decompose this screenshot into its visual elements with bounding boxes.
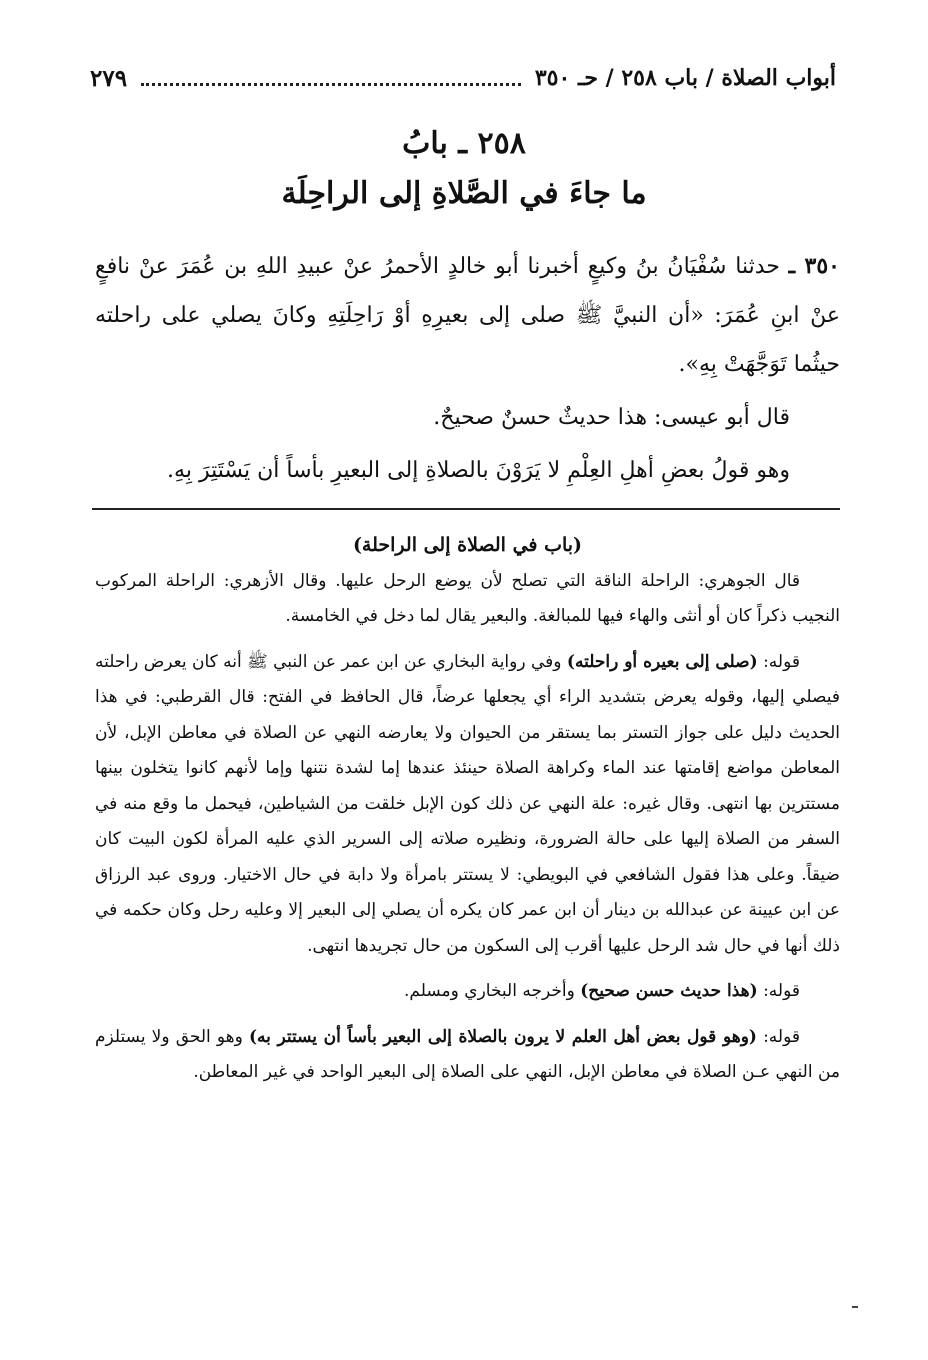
hadith-number: ٣٥٠ ـ: [788, 253, 840, 279]
chapter-number: ٢٥٨ ـ بابُ: [402, 126, 526, 161]
chapter-title: ما جاءَ في الصَّلاةِ إلى الراحِلَة: [281, 176, 647, 211]
commentary-lead: قوله:: [763, 1026, 801, 1047]
commentary-text: وفي رواية البخاري عن ابن عمر عن النبي ﷺ أنه كان يعرض راحلته فيصلي إليها، وقوله يعرض بتشديد الراء أي يجعلها عرضاً، قال الحافظ في الفتح: قال القرطبي: في هذا الحديث دليل على جواز التستر بما يستقر من الحيوان ولا يعارضه النهي عن الصلاة في معاطن الإبل، لأن المعاطن مواضع إقامتها عند الماء وكراهة الصلاة حينئذ عندها إما لشدة نتنها وإما لأنهم كانوا يتخلون بينها مستترين بها انتهى. وقال غيره: علة النهي عن ذلك كون الإبل خلقت من الشياطين، فيحمل ما وقع منه في السفر من الصلاة إليها على حالة الضرورة، ونظيره صلاته إلى السرير الذي عليه المرأة لكون البيت كان ضيقاً. وعلى هذا فقول الشافعي في البويطي: لا يستتر بامرأة ولا دابة في حال الاختيار. وروى عبد الرزاق عن ابن عيينة عن عبدالله بن دينار أن ابن عمر كان يكره أن يصلي إلى البعير إلا وعليه رحل وكان حكمه في ذلك أنها في حال شد الرحل عليها أقرب إلى السكون من حال تجريدها انتهى.: [95, 651, 840, 956]
scan-mark: [852, 1306, 858, 1308]
commentary-paragraph-4: [95, 1020, 840, 1091]
leader-dots: [141, 83, 521, 86]
hadith-text: حدثنا سُفْيَانُ بنُ وكيعٍ أخبرنا أبو خالدٍ الأحمرُ عنْ عبيدِ اللهِ بن عُمَرَ عنْ نافعٍ عنْ ابنِ عُمَرَ: «أن النبيَّ ﷺ صلى إلى بعيرِهِ أوْ رَاحِلَتِهِ وكانَ يصلي على راحلته حيثُما تَوَجَّهَتْ بِهِ».: [95, 254, 840, 377]
commentary-lead: قوله:: [763, 981, 800, 1001]
page-number: ٢٧٩: [90, 64, 128, 92]
scholars-opinion: وهو قولُ بعضِ أهلِ العِلْمِ لا يَرَوْنَ بالصلاةِ إلى البعيرِ بأساً أن يَسْتَتِرَ بِهِ.: [167, 458, 790, 483]
running-title: أبواب الصلاة / باب ٢٥٨ / حـ ٣٥٠: [534, 65, 836, 91]
commentary-paragraph-1: قال الجوهري: الراحلة الناقة التي تصلح لأن يوضع الرحل عليها. وقال الأزهري: الراحلة المركوب النجيب ذكراً كان أو أنثى والهاء فيها للمبالغة. والبعير يقال لما دخل في الخامسة.: [95, 570, 840, 626]
hadith-grading: قال أبو عيسى: هذا حديثٌ حسنٌ صحيحٌ.: [433, 405, 790, 430]
commentary-quote: (صلى إلى بعيره أو راحلته): [566, 651, 758, 672]
commentary-lead: قوله:: [763, 651, 800, 672]
page-header: [90, 58, 836, 98]
commentary-quote: (وهو قول بعض أهل العلم لا يرون بالصلاة إلى البعير بأساً أن يستتر به): [248, 1026, 757, 1047]
commentary-text: وأخرجه البخاري ومسلم.: [404, 981, 575, 1001]
commentary-block: [95, 528, 840, 1091]
commentary-heading: (باب في الصلاة إلى الراحلة): [352, 534, 583, 556]
hadith-paragraph: [95, 242, 840, 389]
commentary-paragraph-3: [95, 974, 840, 1010]
section-divider: [92, 508, 840, 510]
hadith-block: [95, 242, 840, 495]
commentary-text: وهو الحق ولا يستلزم من النهي عـن الصلاة في معاطن الإبل، النهي على الصلاة إلى البعير الواحد في غير المعاطن.: [95, 1026, 840, 1082]
commentary-quote: (هذا حديث حسن صحيح): [580, 981, 758, 1001]
commentary-paragraph-2: [95, 645, 840, 965]
